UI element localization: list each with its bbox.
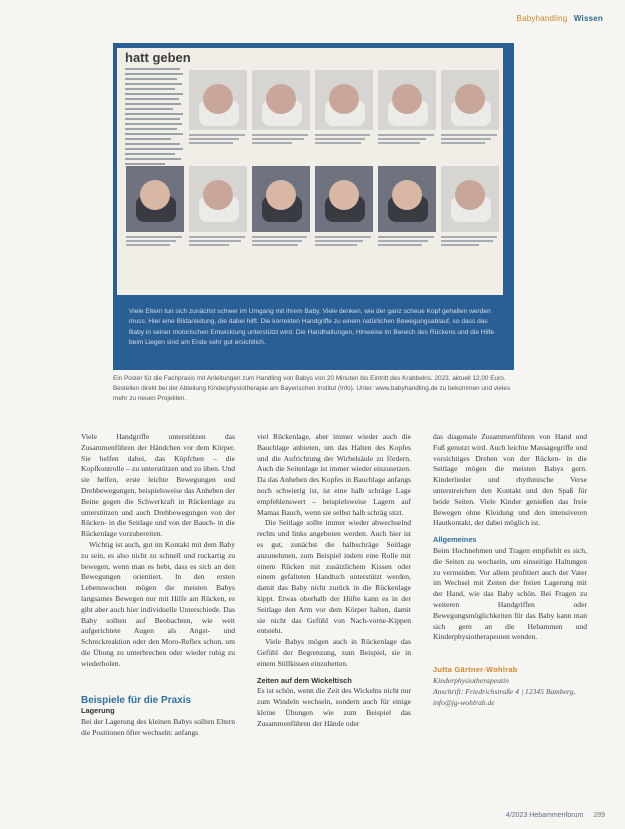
poster-intro-text [125,68,185,178]
text-column-2 [257,432,411,730]
photo-caption [378,134,436,150]
poster-photo [252,166,310,232]
paragraph: Viele Babys mögen auch in Rückenlage das Gefühl der Begrenzung, zum Beispiel, sie in einem Stillkissen einzubetten. [257,637,411,668]
poster-photo [126,166,184,232]
author-name: Jutta Gärtner-Wohlrab [433,665,518,675]
page-footer [506,812,605,819]
author-email: info@jg-wohlrab.de [433,697,495,707]
paragraph: Es ist schön, wenn die Zeit des Wickelns nicht nur zum Windeln wechseln, sondern auch für einige kleine Übungen wie zum Beispiel das Zusammenführen der Hände oder [257,686,411,728]
photo-caption [252,134,310,150]
poster-photo [378,166,436,232]
paragraph: viel Rückenlage, aber immer wieder auch die Bauchlage anbieten, um das Halten des Kopfes und die Aufrichtung der Wirbelsäule zu fördern. Auch die Seitenlage ist immer wieder einzusetzen. Da das Anheben des Kopfes in Bauchlage anfangs noch schwierig ist, ist eine halb schräge Lage empfehlenswert – beispielsweise Lagern auf Mamas Bauch, wenn sie selbst halb schräg sitzt. [257,432,411,517]
paragraph: Viele Handgriffe unterstützen das Zusammenführen der Händchen vor dem Körper. Sie helfen dabei, das Köpfchen – die Kopfkontrolle – zu unterstützen und zu üben. Und sie helfen, erste leichte Bewegungen und Drehbewegungen, beispielsweise das Anheben der Beine gegen die Schwerkraft in Rückenlage zu unterstützen und auch Drehbewegungen von der Rücken- in die Seitlage und von der Bauch- in die Rückenlage vorzubereiten. [81,432,235,539]
poster-photo [189,70,247,130]
poster-image [113,43,514,370]
photo-caption [315,236,373,252]
photo-caption [189,134,247,150]
photo-caption [441,134,499,150]
poster-photo [378,70,436,130]
poster-photo [315,166,373,232]
author-role: Kinderphysiotherapeutin [433,675,509,685]
poster-photo [189,166,247,232]
running-header [517,14,603,23]
text-column-1 [81,432,235,739]
poster-photo [315,70,373,130]
header-section: Wissen [573,14,603,23]
paragraph: Wichtig ist auch, gut im Kontakt mit dem Baby zu sein, es also nicht zu schnell und ruckartig zu bewegen, wenn man es hebt, dass es sich an den Bewegungen orientiert. In den ersten Lebenswochen mögen die meisten Babys langsames Bewegen nur mit Hilfe am Rücken, es gibt aber auch hier individuelle Unterschiede. Das Baby sollten auf Beobachten, wie weit aufgerichtete Augen als Angst- und Schreckreaktion oder den Moro-Reflex schon, um die Übung zu unterbrechen oder wieder ruhig zu wiederholen. [81,539,235,668]
text-column-3 [433,432,587,708]
subheading: Lagerung [81,706,115,716]
paragraph: Bei der Lagerung des kleinen Babys sollten Eltern die Positionen öfter wechseln: anfangs [81,717,235,737]
subheading: Zeiten auf dem Wickeltisch [257,675,352,685]
poster-photo [252,70,310,130]
poster-photo [441,70,499,130]
paragraph: Die Seitlage sollte immer wieder abwechselnd rechts und links angeboten werden. Auch hier ist es gut, zunächst die halbschräge Seitlage anzunehmen, zum Beispiel indem eine Rolle mit einem Rücken mit zusätzlichem Kissen oder einem gefalteten Handtuch unterstützt werden, damit das Baby nicht zurück in die Rückenlage kippt. Etwas oberhalb der Hüfte kann es in der Seitlage den Arm vor dem Körper halten, damit sie nicht das Gefühl von Nach-vorne-Kippen entsteht. [257,518,411,636]
subheading: Allgemeines [433,535,477,545]
section-heading: Beispiele für die Praxis [81,694,192,706]
author-address: Anschrift: Friedrichstraße 4 | 12345 Bamberg, [433,686,576,696]
poster-panel [117,48,503,295]
poster-title: hatt geben [125,50,191,65]
photo-caption [441,236,499,252]
journal-issue: 4/2023 Hebammenforum [505,812,584,819]
paragraph: Beim Hochnehmen und Tragen empfiehlt es sich, die Seiten zu wechseln, um einseitige Haltungen zu vermeiden. Vor allem profitiert auch der Vater im Wechsel mit Zeiten der freien Lagerung mit der Hand, wie das Baby schön. Bei Fragen zu weiteren Handgriffen oder Bewegungsmöglichkeiten für das Baby kann man sich gern an die Hebammen und Kinderphysiotherapeuten wenden. [433,545,587,642]
photo-caption [315,134,373,150]
photo-caption [378,236,436,252]
header-category: Babyhandling [516,14,568,23]
poster-photo [441,166,499,232]
page-number: 289 [593,812,605,819]
paragraph: das diagonale Zusammenführen von Hand und Fuß genutzt wird. Auch leichte Massagegriffe und vorsichtiges Drehen von der Rücken- in die Seitlage mögen die meisten Babys gern. Kinderlieder und rhythmische Verse unterstreichen den Kontakt und den Spaß für beide Seiten. Viele Kinder genießen das freie Bewegen ohne Kleidung und den intensiveren Hautkontakt, der dabei möglich ist. [433,432,587,528]
poster-quote: Viele Eltern tun sich zunächst schwer im Umgang mit ihrem Baby. Viele denken, wie der ganz scheue Kopf gehalten werden muss. Hier eine Bildanleitung, die dabei hilft. Die korrekten Handgriffe zu einem natürlichen Bewegungsablauf, so dass das Baby in seiner motorischen Entwicklung unterstützt wird. Die Handhaltungen, Hinweise im Bereich des Rückens und die Hilfe beim Liegen sind am Ende sehr gut ersichtlich. [129,308,495,346]
photo-caption [252,236,310,252]
image-caption: Ein Poster für die Fachpraxis mit Anleitungen zum Handling von Babys von 20 Minuten bis Eintritt des Krabbelns. 2023, aktuell 12,00 Euro. Bestellen direkt bei der Abteilung Kinderphysiotherapie am Bayerischen Institut (Info). Unter: www.babyhandling.de zu bekommen und vieles mehr zu neuen Projekten. [113,375,511,402]
photo-caption [189,236,247,252]
photo-caption [126,236,184,252]
